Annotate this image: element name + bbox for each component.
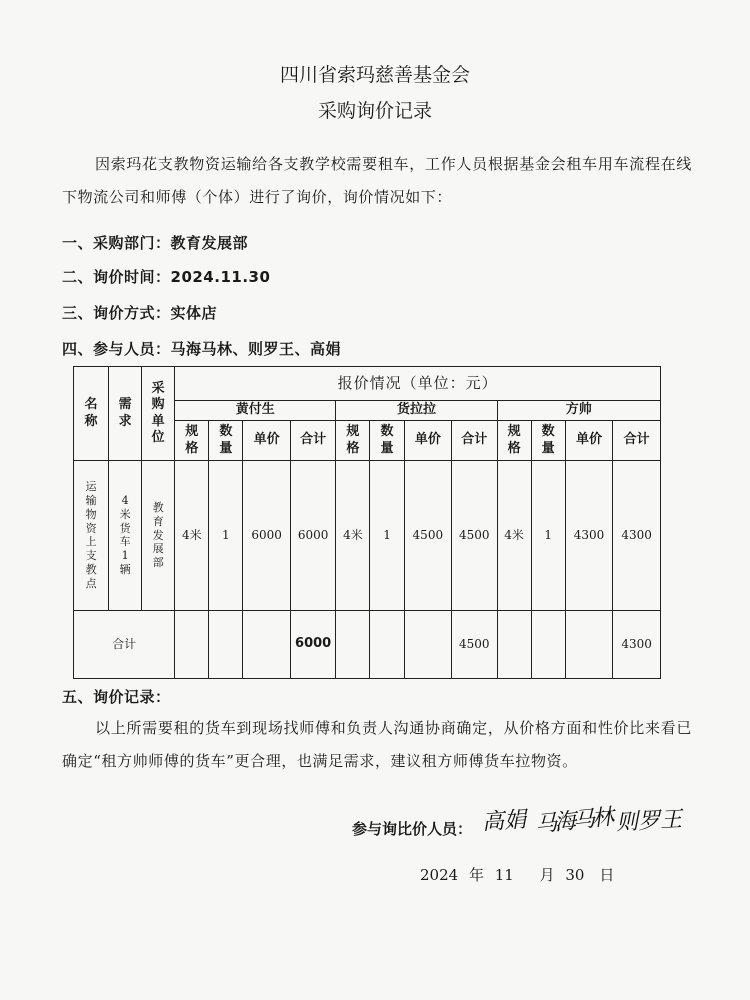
org-title: 四川省索玛慈善基金会 xyxy=(279,64,470,86)
cell-price: 6000 xyxy=(243,461,291,611)
col-need-header: 需求 xyxy=(109,367,142,461)
sub-price-header: 单价 xyxy=(404,421,452,461)
signature-1: 高娟 xyxy=(481,807,527,836)
quote-title: 报价情况（单位：元） xyxy=(175,367,661,401)
sub-total-header: 合计 xyxy=(452,421,497,461)
sub-qty-header: 数量 xyxy=(209,421,243,461)
sub-total-header: 合计 xyxy=(290,421,335,461)
sub-qty-header: 数量 xyxy=(531,421,565,461)
col-unit-header: 采购单位 xyxy=(142,367,175,461)
cell-qty: 1 xyxy=(531,461,565,611)
sub-total-header: 合计 xyxy=(613,421,661,461)
sub-spec-header: 规格 xyxy=(497,421,531,461)
row-need: 4米货车1辆 xyxy=(109,461,142,611)
sum-row xyxy=(74,611,661,679)
intro-paragraph: 因索玛花支教物资运输给各支教学校需要租车，工作人员根据基金会租车用车流程在线下物流公司和师傅（个体）进行了询价，询价情况如下： xyxy=(62,155,692,206)
cell-price: 4300 xyxy=(565,461,613,611)
sub-spec-header: 规格 xyxy=(336,421,370,461)
vendor-header: 方帅 xyxy=(497,401,660,421)
sum-vendor-3: 4300 xyxy=(613,611,661,679)
quote-table xyxy=(73,366,661,679)
sub-qty-header: 数量 xyxy=(370,421,404,461)
item-people: 四、参与人员：马海马林、则罗王、高娟 xyxy=(62,340,342,358)
record-heading: 五、询价记录： xyxy=(62,688,171,706)
cell-spec: 4米 xyxy=(497,461,531,611)
signature-label: 参与询比价人员： xyxy=(352,820,473,838)
item-method: 三、询价方式：实体店 xyxy=(62,304,218,322)
vendor-header: 黄付生 xyxy=(175,401,336,421)
sub-price-header: 单价 xyxy=(243,421,291,461)
sum-vendor-1: 6000 xyxy=(290,611,335,679)
cell-qty: 1 xyxy=(370,461,404,611)
sum-vendor-2: 4500 xyxy=(452,611,497,679)
document-date: 2024 年 11 月 30 日 xyxy=(420,866,615,884)
sub-price-header: 单价 xyxy=(565,421,613,461)
conclusion-paragraph: 以上所需要租的货车到现场找师傅和负责人沟通协商确定，从价格方面和性价比来看已确定“租方帅师傅的货车”更合理，也满足需求，建议租方师傅货车拉物资。 xyxy=(62,719,692,770)
row-name: 运输物资上支教点 xyxy=(74,461,109,611)
sum-label: 合计 xyxy=(74,611,175,679)
doc-title: 采购询价记录 xyxy=(317,100,432,122)
signature-2: 马海马林 xyxy=(534,805,613,838)
row-unit: 教育发展部 xyxy=(142,461,175,611)
cell-qty: 1 xyxy=(209,461,243,611)
cell-total: 4300 xyxy=(613,461,661,611)
signature-3: 则罗王 xyxy=(615,807,683,836)
sub-spec-header: 规格 xyxy=(175,421,209,461)
cell-total: 4500 xyxy=(452,461,497,611)
vendor-header: 货拉拉 xyxy=(336,401,497,421)
cell-total: 6000 xyxy=(290,461,335,611)
cell-price: 4500 xyxy=(404,461,452,611)
cell-spec: 4米 xyxy=(175,461,209,611)
cell-spec: 4米 xyxy=(336,461,370,611)
item-dept: 一、采购部门：教育发展部 xyxy=(62,234,249,252)
table-row xyxy=(74,461,661,611)
item-time: 二、询价时间：2024.11.30 xyxy=(62,268,271,286)
col-name-header: 名称 xyxy=(74,367,109,461)
